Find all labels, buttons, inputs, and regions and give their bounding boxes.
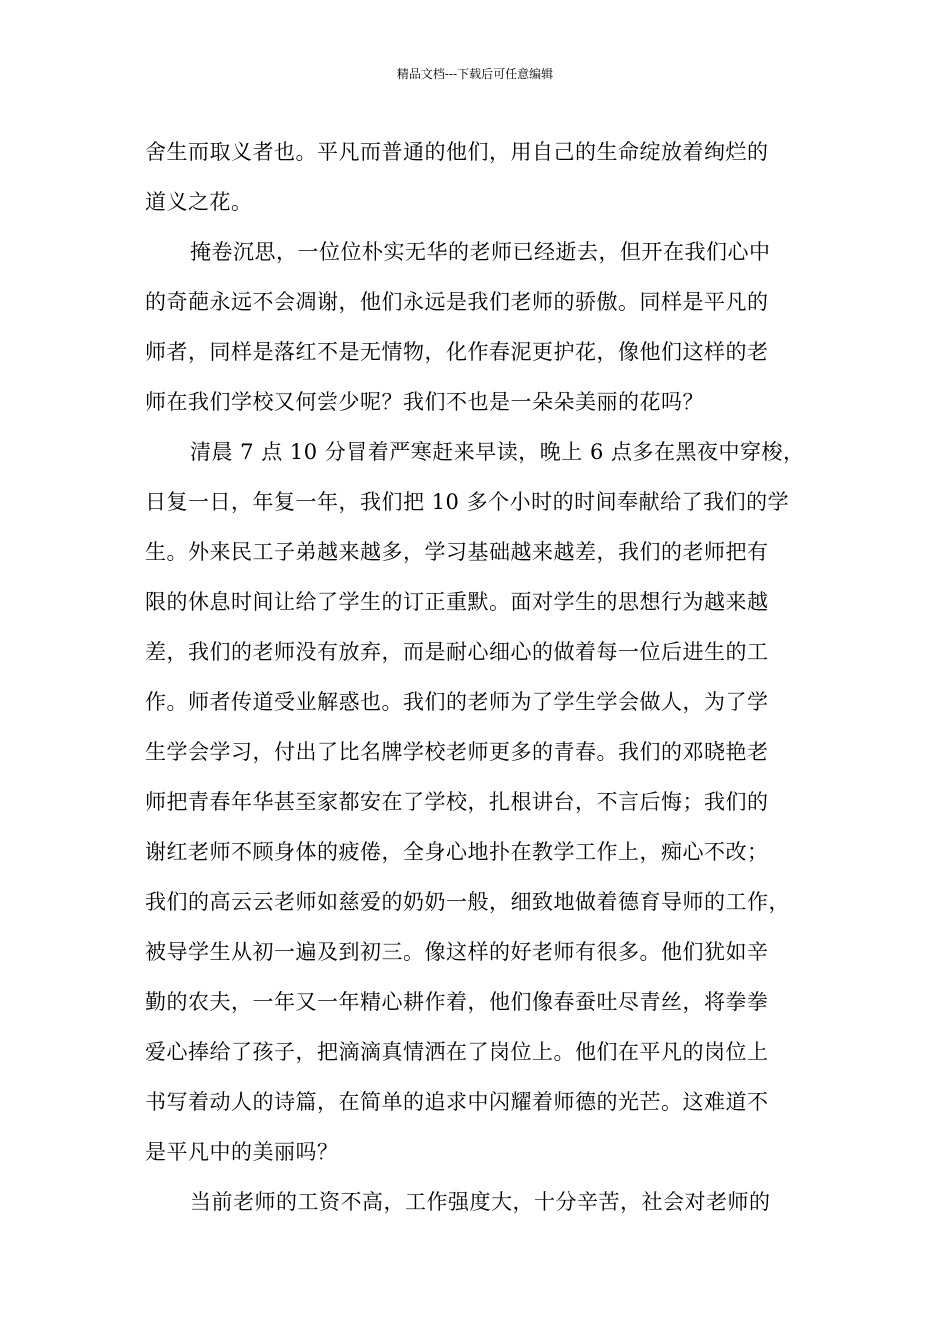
- text-line: 师者，同样是落红不是无情物，化作春泥更护花，像他们这样的老: [145, 340, 769, 364]
- text-line: 舍生而取义者也。平凡而普通的他们，用自己的生命绽放着绚烂的: [145, 140, 769, 164]
- page-header: 精品文档---下载后可任意编辑: [396, 67, 554, 81]
- text-line: 师在我们学校又何尝少呢？我们不也是一朵朵美丽的花吗？: [145, 390, 704, 414]
- paragraph-first-line: 掩卷沉思，一位位朴实无华的老师已经逝去，但开在我们心中: [190, 240, 771, 264]
- text-line: 勤的农夫，一年又一年精心耕作着，他们像春蚕吐尽青丝，将拳拳: [145, 990, 769, 1014]
- document-body: [145, 132, 817, 1232]
- text-line: 我们的高云云老师如慈爱的奶奶一般，细致地做着德育导师的工作，: [145, 890, 790, 914]
- text-line: 限的休息时间让给了学生的订正重默。面对学生的思想行为越来越: [145, 590, 769, 614]
- text-line: 是平凡中的美丽吗？: [145, 1140, 339, 1164]
- text-line: 道义之花。: [145, 190, 253, 214]
- text-line: 生学会学习，付出了比名牌学校老师更多的青春。我们的邓晓艳老: [145, 740, 769, 764]
- text-line: 的奇葩永远不会凋谢，他们永远是我们老师的骄傲。同样是平凡的: [145, 290, 769, 314]
- paragraph-first-line: 当前老师的工资不高，工作强度大，十分辛苦，社会对老师的: [190, 1190, 771, 1214]
- text-line: 被导学生从初一遍及到初三。像这样的好老师有很多。他们犹如辛: [145, 940, 769, 964]
- paragraph-first-line: 清晨 7 点 10 分冒着严寒赶来早读，晚上 6 点多在黑夜中穿梭，: [190, 440, 805, 464]
- text-line: 作。师者传道受业解惑也。我们的老师为了学生学会做人，为了学: [145, 690, 769, 714]
- text-line: 师把青春年华甚至家都安在了学校，扎根讲台，不言后悔；我们的: [145, 790, 769, 814]
- text-line: 差，我们的老师没有放弃，而是耐心细心的做着每一位后进生的工: [145, 640, 769, 664]
- text-line: 书写着动人的诗篇，在简单的追求中闪耀着师德的光芒。这难道不: [145, 1090, 769, 1114]
- text-line: 爱心捧给了孩子，把滴滴真情洒在了岗位上。他们在平凡的岗位上: [145, 1040, 769, 1064]
- text-line: 谢红老师不顾身体的疲倦，全身心地扑在教学工作上，痴心不改；: [145, 840, 769, 864]
- text-line: 日复一日，年复一年，我们把 10 多个小时的时间奉献给了我们的学: [145, 490, 790, 514]
- text-line: 生。外来民工子弟越来越多，学习基础越来越差，我们的老师把有: [145, 540, 769, 564]
